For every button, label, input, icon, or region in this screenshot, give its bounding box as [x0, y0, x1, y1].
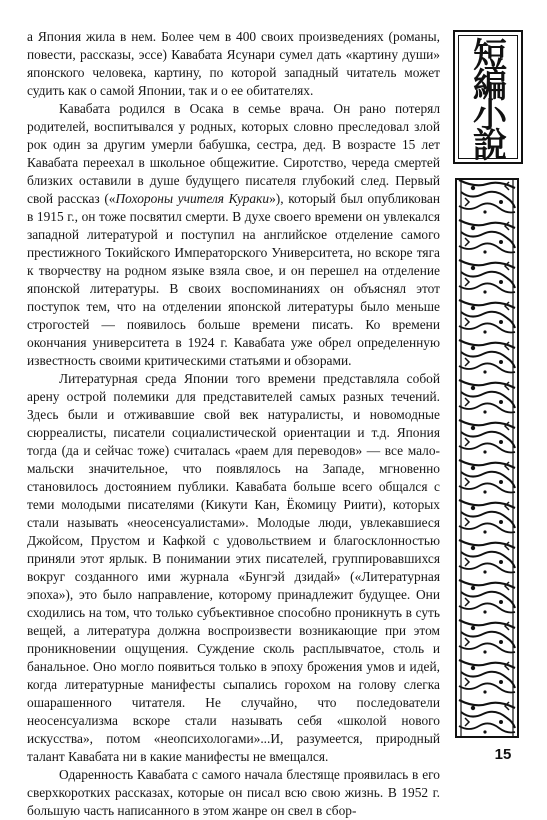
title-glyph-3: 小	[473, 96, 507, 136]
title-glyph-1: 短	[473, 36, 507, 76]
vertical-title-box	[453, 30, 523, 164]
side-decoration	[453, 30, 523, 742]
paragraph-2-part-1: Кавабата родился в Осака в семье врача. Он рано потерял родителей, воспитывался у родных, которых словно преследовал злой рок один за другим умерли бабушка, сестра, дед. В возрасте 15 лет Кавабата переехал в школьное общежитие. Сиротство, череда смертей близких оставили в душе будущего писателя глубокий след. Первый свой рассказ («	[27, 101, 440, 206]
title-glyph-2: 編	[473, 66, 507, 106]
paragraph-3: Литературная среда Японии того времени представляла собой арену острой полемики для представителей самых разных течений. Здесь были и отживавшие свой век натуралисты, и новомодные сюрреалисты, писатели социалистической ориентации и т.д. Япония тогда (да и сейчас тоже) считалась «раем для переводов» — все мало-мальски значительное, что появлялось на Западе, мгновенно становилось достоянием публики. Кавабата больше всего общался с теми молодыми писателями (Кикути Кан, Ёкомицу Риити), которых стали называть «неосенсуалистами». Молодые люди, увлекавшиеся Джойсом, Прустом и Кафкой с удовольствием и благосклонностью приняли этот ярлык. В понимании этих писателей, группировавшихся вокруг созданного ими журнала «Бунгэй дзидай» («Литературная эпоха»), это было направление, которому принадлежит будущее. Они сходились на том, что только субъективное способно проникнуть в суть вещей, а литература должна воспроизвести возникающие при этом проникновении ощущения. Суждение сколь расплывчатое, столь и банальное. Оно могло появиться только в эпоху брожения умов и идей, когда литературные манифесты сыпались горохом на голову слегка ошарашенного читателя. Не случайно, что последователи неосенсуализма вскоре стали называть себя «школой нового искусства», потом «неопсихологами»...И, разумеется, природный талант Кавабата ни в какие манифесты не вмещался.	[27, 371, 440, 764]
story-title-italic: Похороны учителя Кураки	[115, 191, 270, 206]
ornamental-border	[455, 178, 519, 738]
paragraph-4: Одаренность Кавабата с самого начала блестяще проявилась в его сверхкоротких рассказах, которые он писал всю свою жизнь. В 1952 г. большую часть написанного в этом жанре он свел в сбор-	[27, 767, 440, 818]
paragraph-2-part-2: »), который был опубликован в 1915 г., он тоже посвятил смерти. В духе своего времени он увлекался западной литературой и поступил на английское отделение самого престижного Токийского Императорского Университета, но вскоре тяга к творчеству на родном языке взяла свое, и он перешел на отделение японской литературы. В своих воспоминаниях он объяснял этот поступок тем, что на отделении японской литературы было меньше строгостей — появилось больше времени писать. Ко времени окончания университета в 1924 г. Кавабата уже обрел определенную известность своими критическими статьями и обзорами.	[27, 191, 441, 368]
body-text	[27, 28, 440, 820]
paragraph-2	[27, 100, 440, 370]
page-number: 15	[494, 746, 512, 763]
title-glyph-4: 說	[473, 126, 507, 166]
paragraph-1: а Япония жила в нем. Более чем в 400 своих произведениях (романы, повести, рассказы, эссе) Кавабата Ясунари сумел дать «картину души» японского человека, картину, по которой западный читатель может судить как о самой Японии, так и о ее обитателях.	[27, 29, 440, 98]
